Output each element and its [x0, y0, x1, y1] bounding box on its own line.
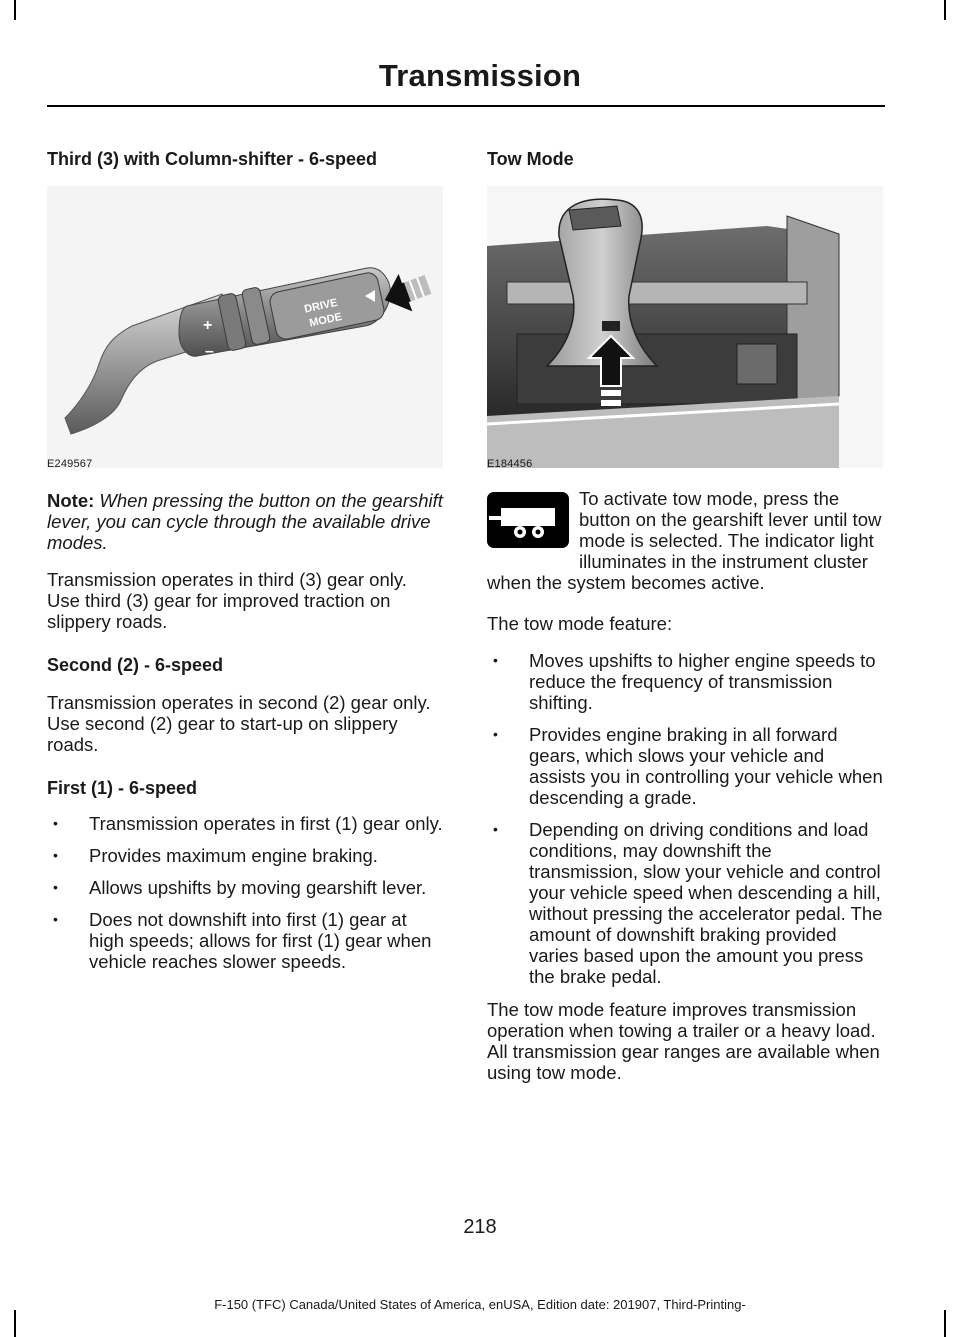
tow-summary: The tow mode feature improves transmission operation when towing a trailer or a heavy load. All transmission gear ranges are available when using tow mode. [487, 999, 880, 1083]
plus-label: + [203, 317, 213, 334]
right-column [487, 146, 883, 1083]
tow-activation-text: To activate tow mode, press the button on the gearshift lever until tow mode is selected. The indicator light illuminates in the instrument cluster when the system becomes active. [487, 488, 882, 593]
gear-selector-illustration [487, 186, 883, 468]
section-heading-first: First (1) - 6-speed [47, 778, 198, 798]
trailer-tow-icon [487, 492, 569, 548]
list-item: • Provides maximum engine braking. [47, 845, 443, 866]
figure-code: E184456 [487, 458, 533, 470]
left-column [47, 146, 443, 983]
column-shifter-figure [47, 186, 443, 468]
list-item: • Provides engine braking in all forward gears, which slows your vehicle and assists you in controlling your vehicle when descending a grade. [487, 724, 883, 808]
minus-label: – [205, 343, 214, 360]
tow-activation-block [487, 488, 883, 593]
note-label: Note: [47, 490, 95, 511]
list-item: • Transmission operates in first (1) gear only. [47, 813, 443, 834]
crop-mark [944, 0, 946, 20]
tow-feature-list [487, 650, 883, 987]
section-heading-second: Second (2) - 6-speed [47, 655, 224, 675]
mode-label: MODE [308, 310, 344, 330]
footer-text: F-150 (TFC) Canada/United States of America, enUSA, Edition date: 201907, Third-Printing- [214, 1297, 746, 1312]
crop-mark [14, 1310, 16, 1337]
second-description: Transmission operates in second (2) gear only. Use second (2) gear to start-up on slippery roads. [47, 692, 431, 755]
page-title: Transmission [378, 58, 582, 93]
crop-mark [944, 1310, 946, 1337]
feature-intro: The tow mode feature: [487, 613, 673, 634]
crop-mark [14, 0, 16, 20]
list-item: • Does not downshift into first (1) gear at high speeds; allows for first (1) gear when vehicle reaches slower speeds. [47, 909, 443, 972]
drive-label: DRIVE [303, 296, 339, 316]
section-heading-third: Third (3) with Column-shifter - 6-speed [47, 149, 378, 169]
column-shifter-illustration [47, 186, 443, 468]
note-paragraph [47, 490, 443, 553]
list-item: • Depending on driving conditions and load conditions, may downshift the transmission, slow your vehicle and control your vehicle speed when descending a hill, without pressing the accelerator pedal. The amount of downshift braking provided varies based upon the amount you press the brake pedal. [487, 819, 883, 987]
tow-mode-figure [487, 186, 883, 468]
first-gear-list [47, 813, 443, 972]
third-description: Transmission operates in third (3) gear only. Use third (3) gear for improved traction on slippery roads. [47, 569, 407, 632]
header-divider [47, 105, 885, 107]
note-text: When pressing the button on the gearshift lever, you can cycle through the available drive modes. [47, 490, 443, 553]
figure-code: E249567 [47, 458, 93, 470]
page-number: 218 [463, 1216, 497, 1238]
list-item: • Moves upshifts to higher engine speeds to reduce the frequency of transmission shifting. [487, 650, 883, 713]
section-heading-tow-mode: Tow Mode [487, 149, 574, 169]
list-item: • Allows upshifts by moving gearshift lever. [47, 877, 443, 898]
